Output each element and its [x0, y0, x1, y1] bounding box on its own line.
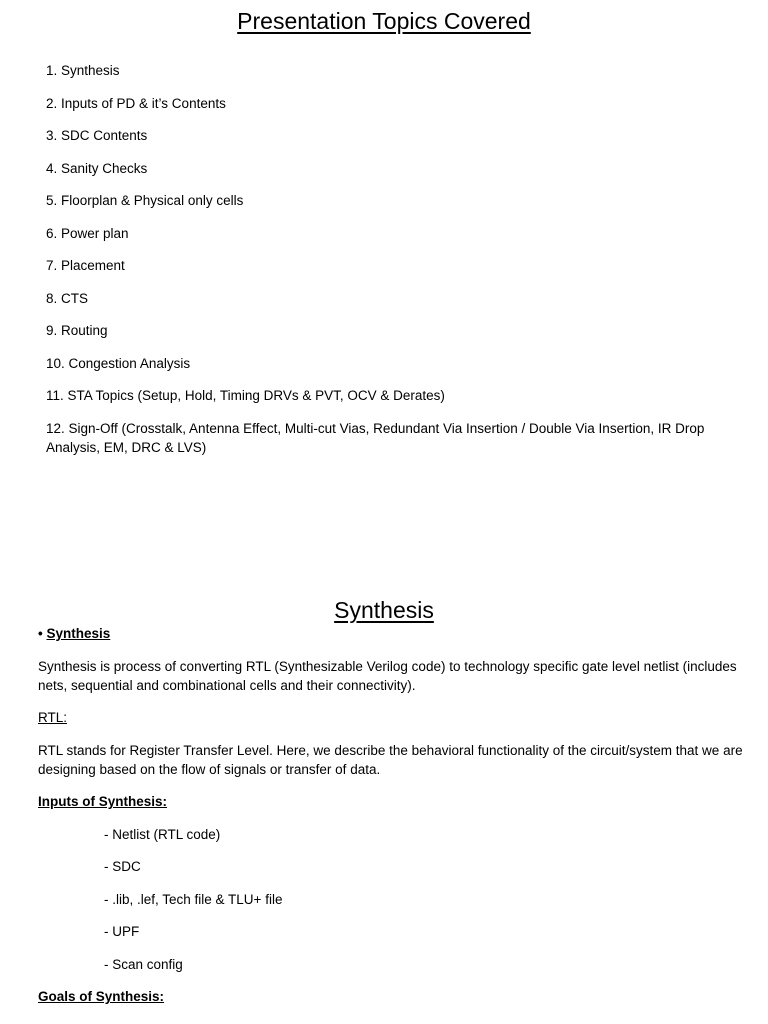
topic-item: 4. Sanity Checks — [46, 160, 148, 176]
topic-item: 9. Routing — [46, 323, 108, 338]
inputs-heading: Inputs of Synthesis: — [38, 794, 168, 809]
topic-item: 11. STA Topics (Setup, Hold, Timing DRVs & PVT, OCV & Derates) — [46, 388, 445, 403]
synthesis-section — [38, 624, 746, 1006]
input-item: - SDC — [104, 859, 141, 874]
topics-list — [46, 61, 746, 470]
input-item: - Scan config — [104, 956, 183, 972]
topic-item: 3. SDC Contents — [46, 128, 148, 143]
input-item: - Netlist (RTL code) — [104, 826, 221, 842]
topic-item: 12. Sign-Off (Crosstalk, Antenna Effect, Multi-cut Vias, Redundant Via Insertion / Double Via Insertion, IR Drop Analysis, EM, DRC & LVS) — [46, 420, 705, 455]
page-title: Presentation Topics Covered — [237, 8, 531, 34]
bullet-icon: • — [38, 626, 43, 641]
topic-item: 6. Power plan — [46, 225, 129, 241]
rtl-text: RTL stands for Register Transfer Level. Here, we describe the behavioral functionality of the circuit/system that we are designing based on the flow of signals or transfer of data. — [38, 742, 743, 777]
synthesis-definition: Synthesis is process of converting RTL (Synthesizable Verilog code) to technology specific gate level netlist (includes nets, sequential and combinational cells and their connectivity). — [38, 658, 737, 693]
topic-item: 1. Synthesis — [46, 63, 120, 78]
topic-item: 2. Inputs of PD & it’s Contents — [46, 95, 226, 111]
goals-heading: Goals of Synthesis: — [38, 989, 165, 1004]
rtl-heading: RTL: — [38, 710, 68, 725]
topic-item: 10. Congestion Analysis — [46, 355, 191, 371]
input-item: - .lib, .lef, Tech file & TLU+ file — [104, 891, 283, 907]
input-item: - UPF — [104, 924, 140, 939]
section-title: Synthesis — [334, 597, 434, 623]
bullet-label: Synthesis — [46, 626, 111, 641]
topic-item: 7. Placement — [46, 258, 125, 273]
topic-item: 5. Floorplan & Physical only cells — [46, 193, 244, 208]
topic-item: 8. CTS — [46, 290, 89, 306]
bullet-heading — [38, 624, 746, 643]
